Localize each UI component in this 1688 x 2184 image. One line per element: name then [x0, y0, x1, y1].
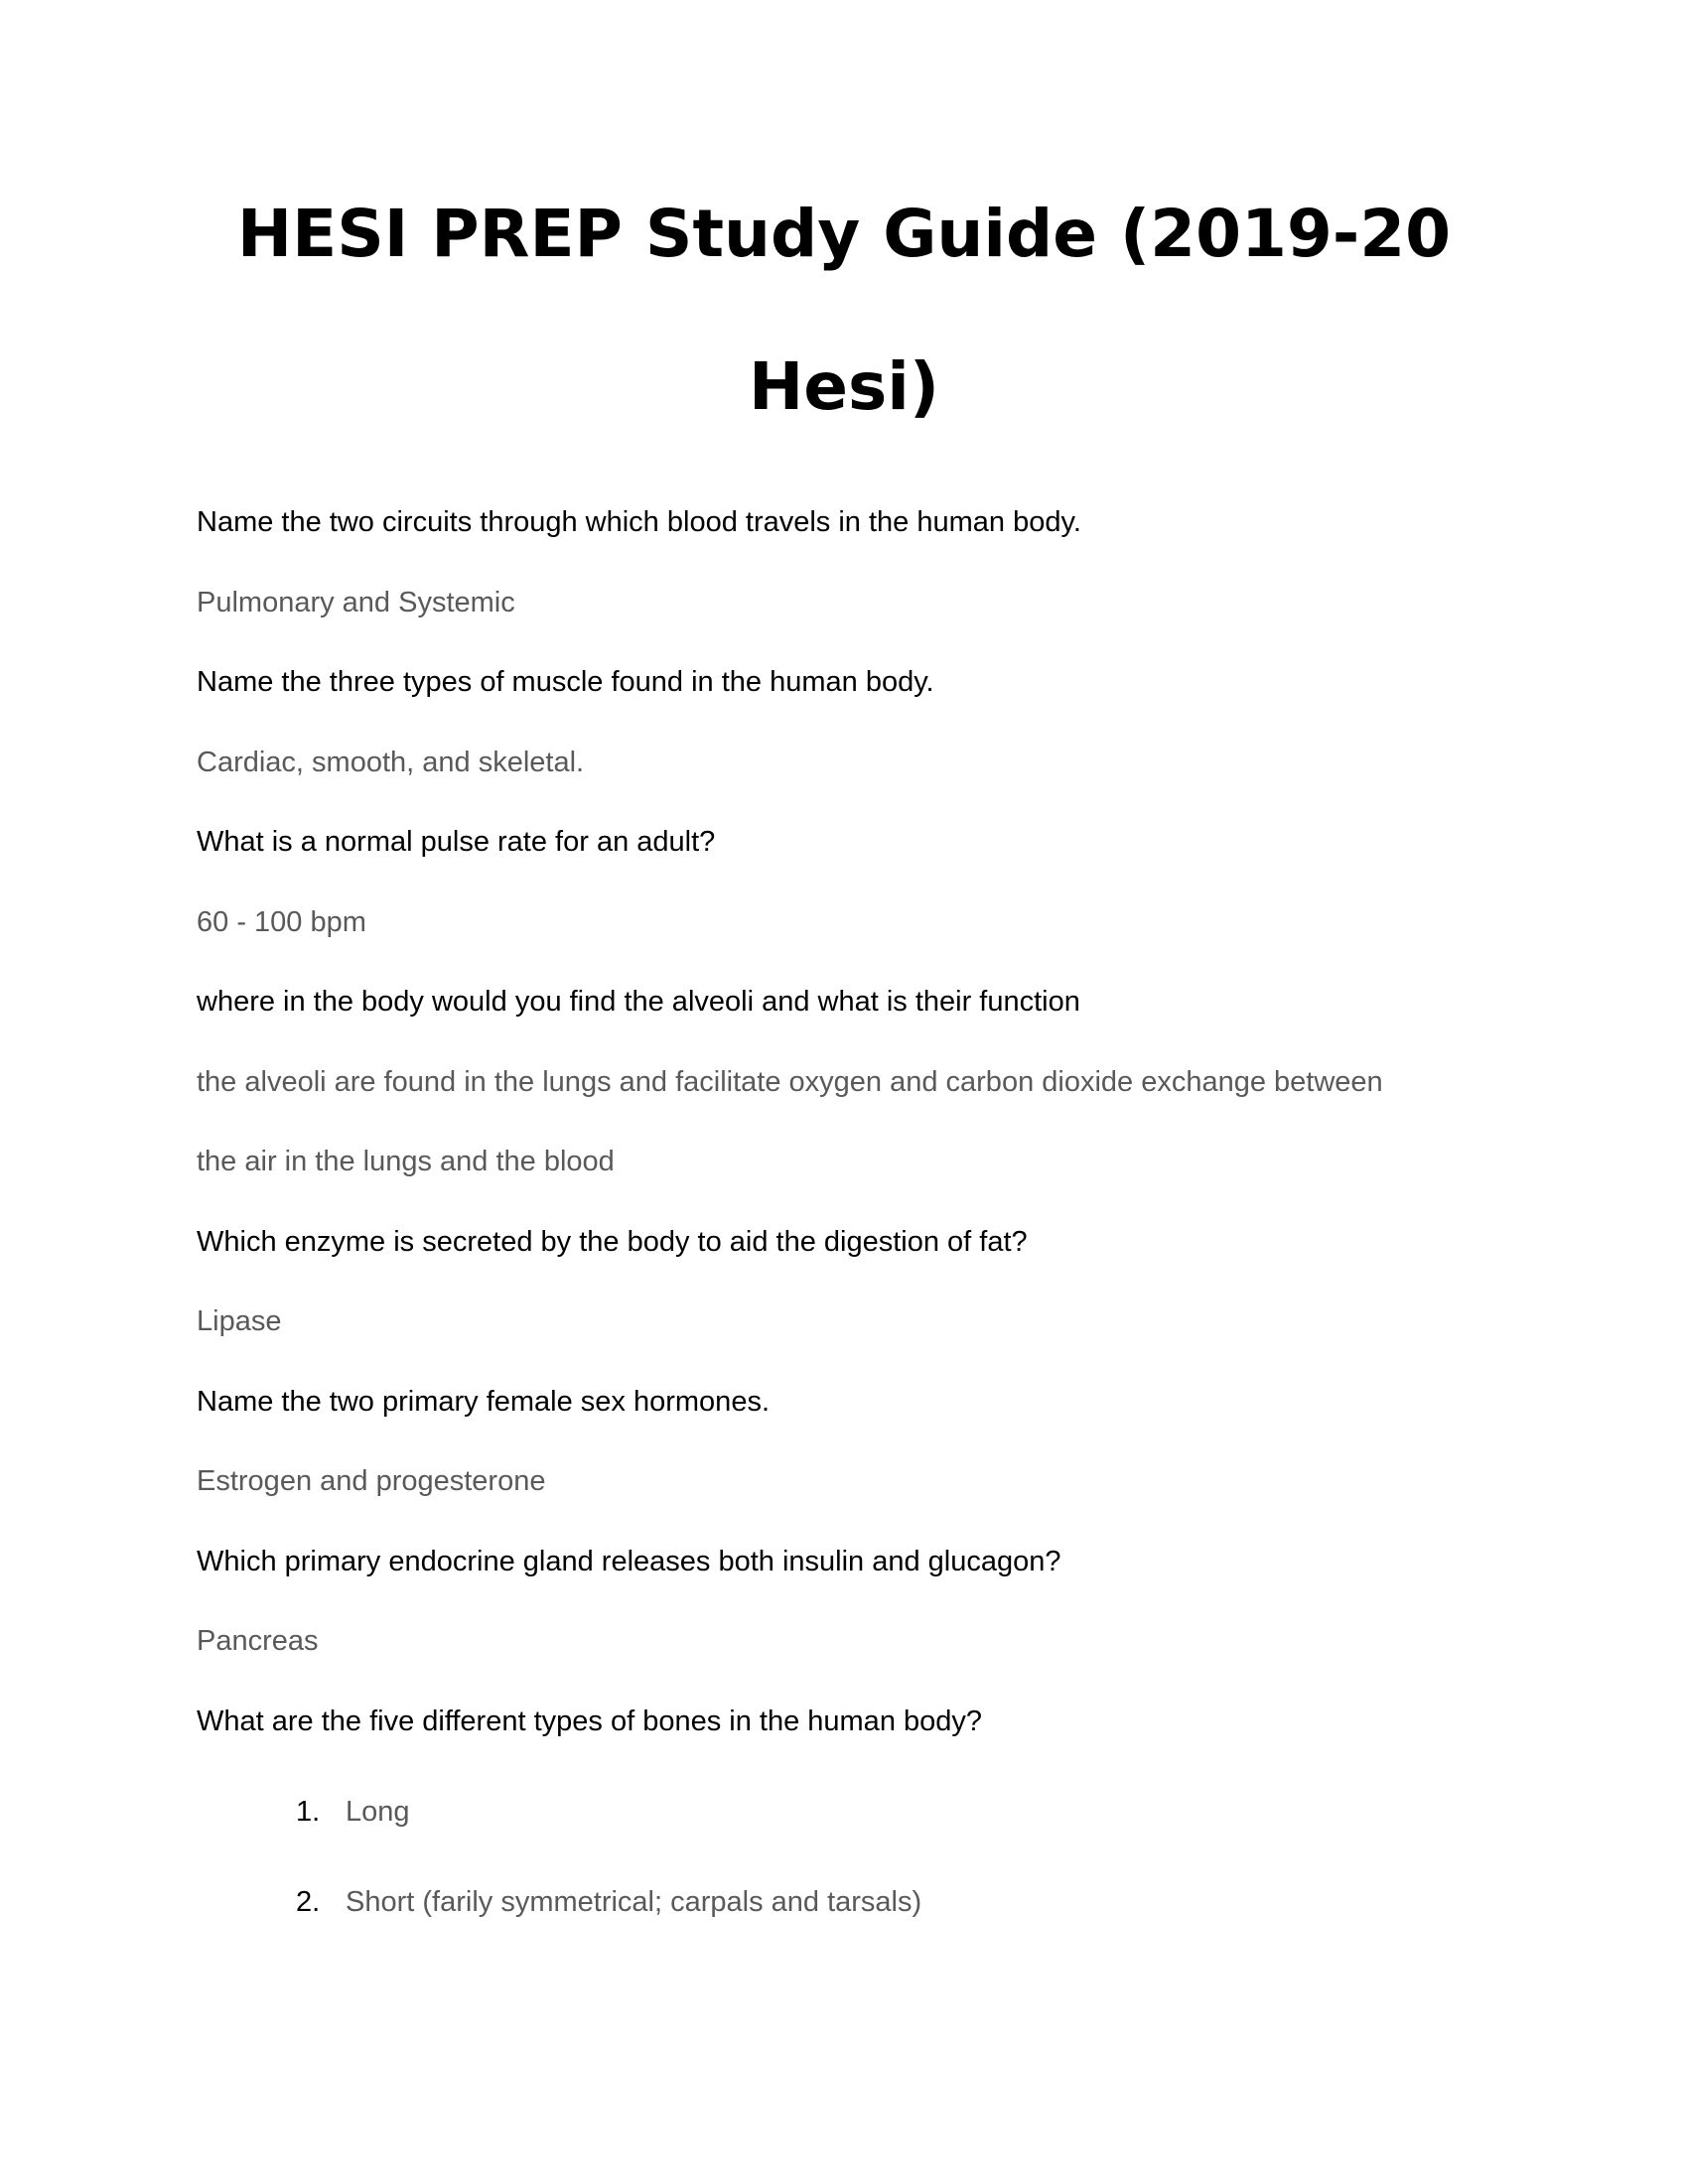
answer-text: Estrogen and progesterone	[197, 1465, 546, 1497]
answer-text: Pulmonary and Systemic	[197, 587, 515, 618]
answer-text: the air in the lungs and the blood	[197, 1146, 615, 1177]
question-text: Name the two primary female sex hormones.	[197, 1386, 770, 1418]
answer-text: Pancreas	[197, 1625, 319, 1657]
answer-text: Cardiac, smooth, and skeletal.	[197, 747, 585, 778]
question-text: Name the three types of muscle found in the human body.	[197, 666, 934, 698]
question-text: Which primary endocrine gland releases both insulin and glucagon?	[197, 1546, 1061, 1577]
list-item-text: Long	[346, 1796, 410, 1828]
answer-text: 60 - 100 bpm	[197, 906, 366, 938]
answer-text: Lipase	[197, 1305, 282, 1337]
question-text: What are the five different types of bones in the human body?	[197, 1706, 983, 1737]
question-text: What is a normal pulse rate for an adult?	[197, 826, 716, 858]
document-title-line-2: Hesi)	[748, 348, 940, 425]
question-text: Name the two circuits through which blood travels in the human body.	[197, 506, 1081, 538]
list-item-number: 2.	[296, 1886, 321, 1918]
question-text: Which enzyme is secreted by the body to aid the digestion of fat?	[197, 1226, 1028, 1258]
question-text: where in the body would you find the alveoli and what is their function	[197, 986, 1080, 1018]
list-item-text: Short (farily symmetrical; carpals and tarsals)	[346, 1886, 922, 1918]
answer-text: the alveoli are found in the lungs and facilitate oxygen and carbon dioxide exchange between	[197, 1066, 1383, 1098]
list-item-number: 1.	[296, 1796, 321, 1828]
document-title-line-1: HESI PREP Study Guide (2019-20	[236, 196, 1452, 272]
